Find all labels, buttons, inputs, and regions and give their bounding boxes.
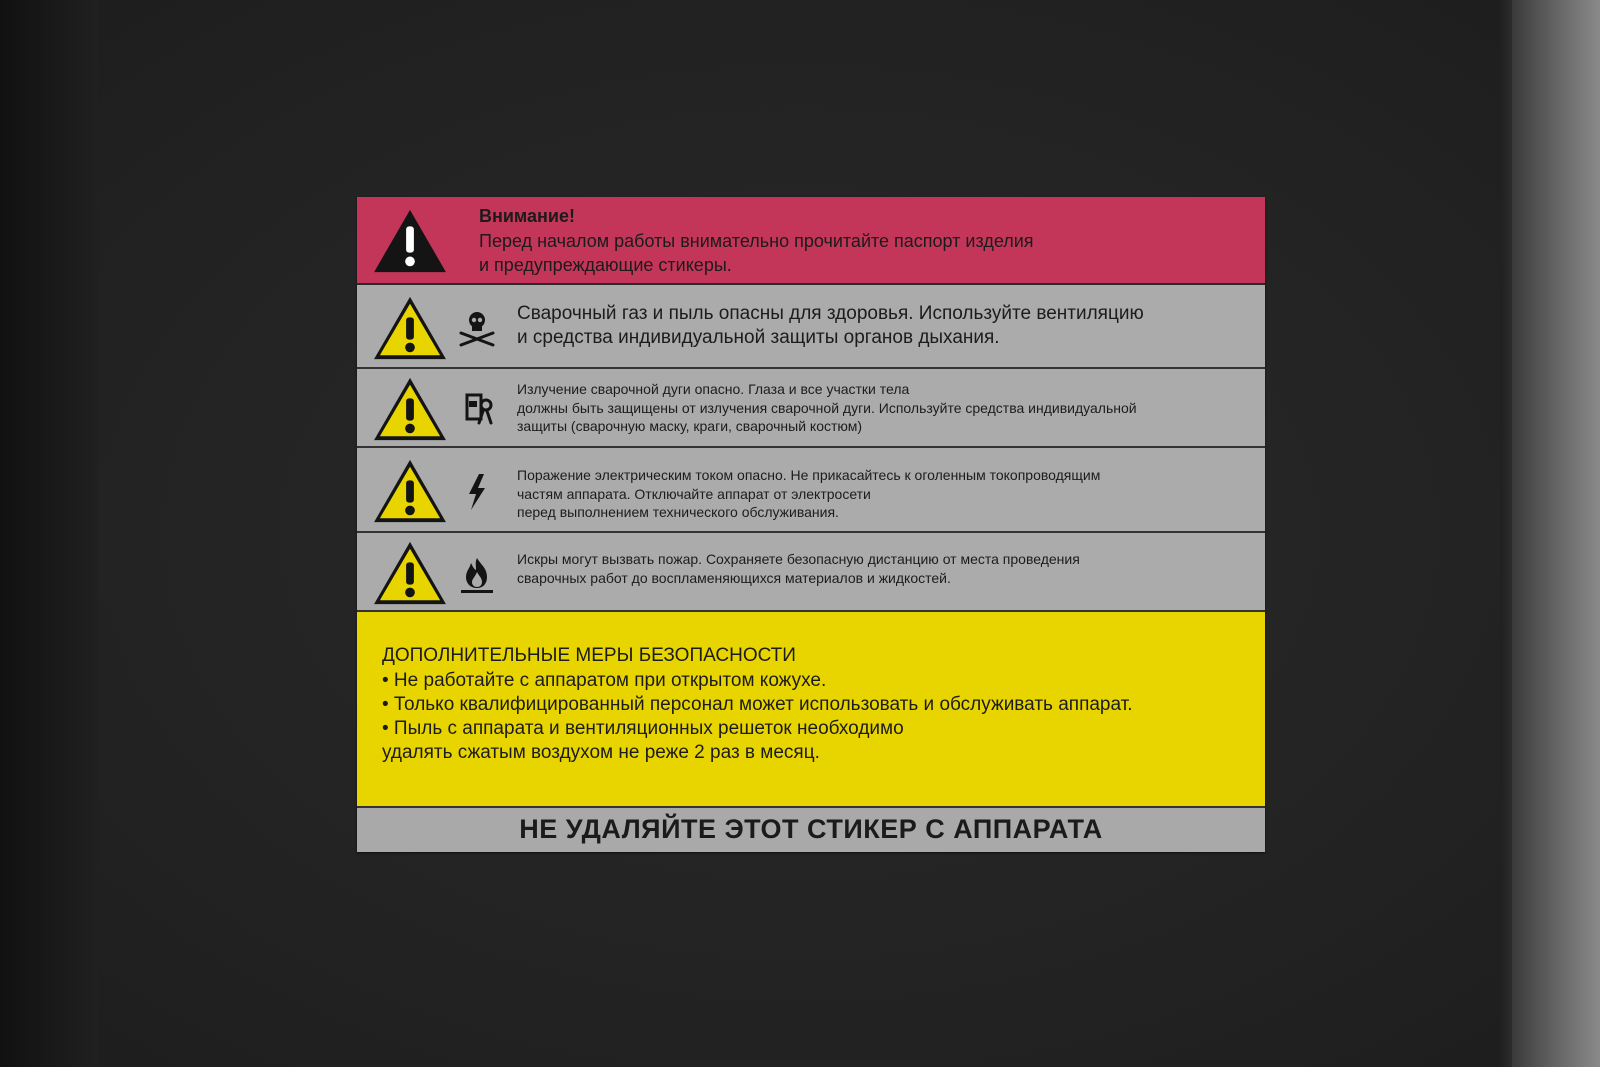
hazard-line: Поражение электрическим током опасно. Не прикасайтесь к оголенным токопроводящим: [517, 467, 1101, 483]
extra-safety-item: • Пыль с аппарата и вентиляционных решеток необходимо: [382, 718, 904, 739]
hazard-line: Сварочный газ и пыль опасны для здоровья. Используйте вентиляцию: [517, 303, 1144, 324]
warning-triangle-icon: [371, 457, 449, 525]
hazard-text: [517, 302, 1247, 350]
extra-safety-band: [357, 612, 1265, 808]
skull-crossbones-icon: [457, 307, 497, 347]
hazard-line: и средства индивидуальной защиты органов дыхания.: [517, 327, 1000, 348]
header-line: Перед началом работы внимательно прочитайте паспорт изделия: [479, 231, 1034, 251]
extra-safety-title: ДОПОЛНИТЕЛЬНЫЕ МЕРЫ БЕЗОПАСНОСТИ: [382, 645, 796, 666]
hazard-row-fire: [357, 533, 1265, 612]
device-left-edge: [0, 0, 98, 1067]
warning-triangle-icon: [371, 539, 449, 607]
extra-safety-item: удалять сжатым воздухом не реже 2 раз в месяц.: [382, 742, 820, 763]
extra-safety-item: • Не работайте с аппаратом при открытом кожухе.: [382, 670, 827, 691]
footer-band: [357, 808, 1265, 852]
extra-safety-list: [382, 669, 1242, 765]
warning-triangle-icon: [371, 294, 449, 362]
warning-triangle-icon: [371, 207, 449, 275]
hazard-line: Излучение сварочной дуги опасно. Глаза и все участки тела: [517, 381, 910, 397]
footer-text: НЕ УДАЛЯЙТЕ ЭТОТ СТИКЕР С АППАРАТА: [519, 814, 1103, 844]
hazard-text: [517, 466, 1257, 522]
header-title: Внимание!: [479, 206, 575, 226]
hazard-line: защиты (сварочную маску, краги, сварочный костюм): [517, 418, 863, 434]
hazard-text: [517, 550, 1257, 587]
header-band: [357, 197, 1265, 285]
hazard-line: должны быть защищены от излучения сварочной дуги. Используйте средства индивидуальной: [517, 399, 1137, 416]
hazard-line: частям аппарата. Отключайте аппарат от электросети: [517, 485, 871, 502]
header-text: [479, 229, 1179, 277]
hazard-text: [517, 380, 1257, 436]
hazard-line: перед выполнением технического обслуживания.: [517, 504, 839, 520]
device-right-edge: [1512, 0, 1600, 1067]
hazard-row-arc-radiation: [357, 369, 1265, 448]
hazard-line: Искры могут вызвать пожар. Сохраняете безопасную дистанцию от места проведения: [517, 551, 1080, 567]
hazard-row-electric-shock: [357, 448, 1265, 533]
flame-icon: [457, 555, 497, 595]
header-line: и предупреждающие стикеры.: [479, 255, 732, 275]
welding-mask-icon: [457, 389, 497, 429]
extra-safety-item: • Только квалифицированный персонал может использовать и обслуживать аппарат.: [382, 694, 1133, 715]
warning-sticker: [357, 197, 1265, 852]
lightning-bolt-icon: [457, 472, 497, 512]
hazard-row-fumes: [357, 285, 1265, 369]
hazard-line: сварочных работ до воспламеняющихся материалов и жидкостей.: [517, 569, 951, 586]
warning-triangle-icon: [371, 375, 449, 443]
